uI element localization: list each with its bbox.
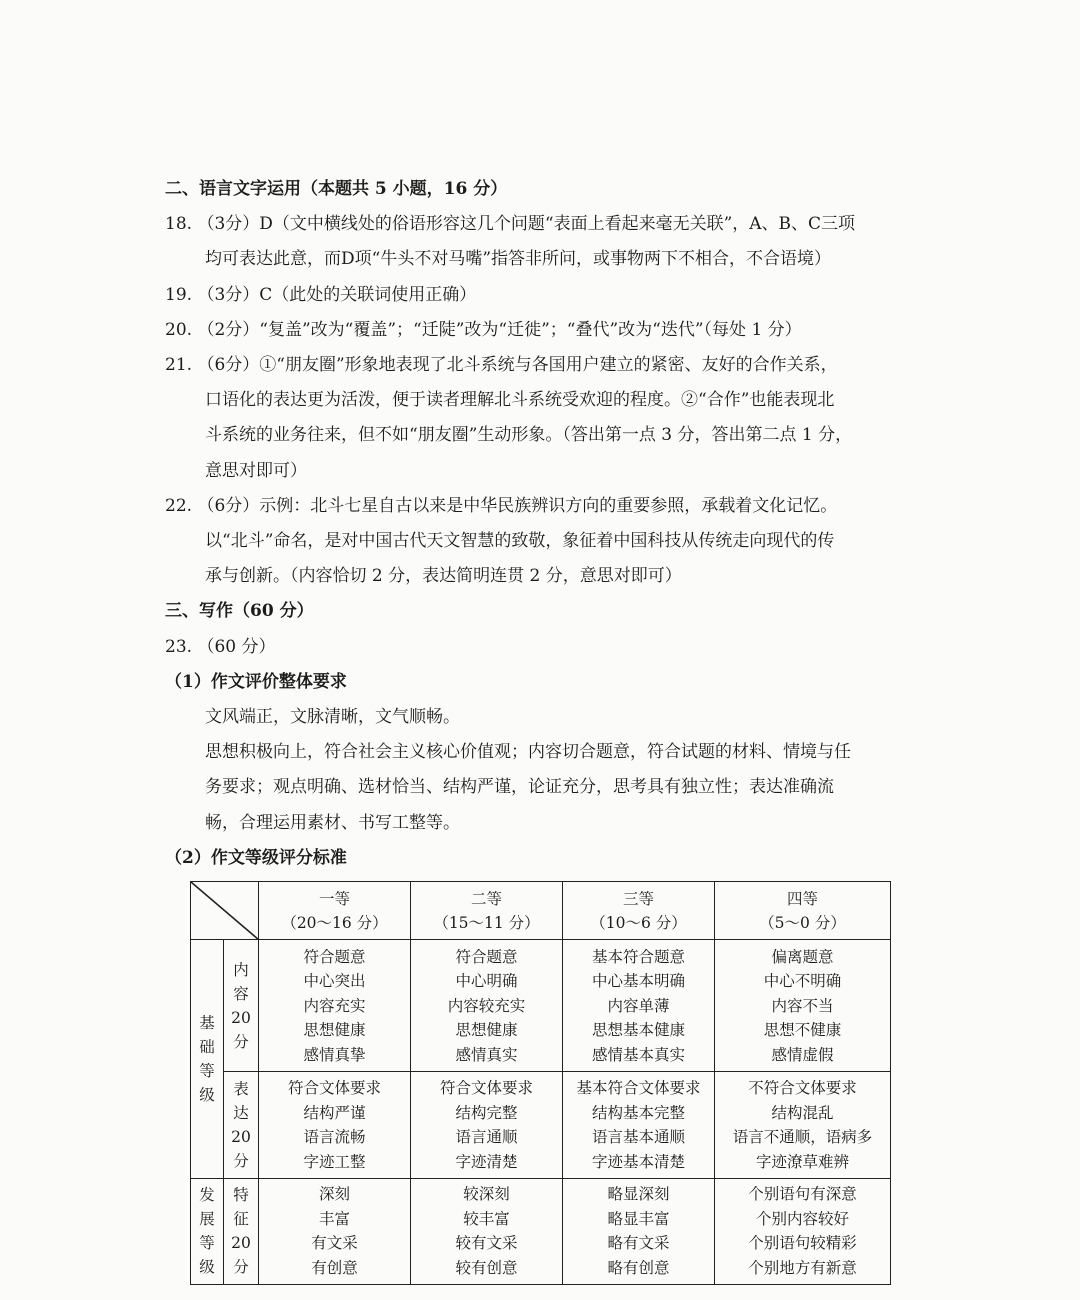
q22-line-2: 以“北斗”命名，是对中国古代天文智慧的致敬，象征着中国科技从传统走向现代的传	[205, 531, 835, 552]
grade-name: 一等	[318, 889, 350, 908]
answer-text	[165, 172, 925, 876]
expression-row	[191, 1072, 891, 1178]
content-grade-1: 符合题意 中心突出 内容充实 思想健康 感情真挚	[259, 940, 411, 1072]
grade-range: （15～11 分）	[433, 913, 540, 932]
expression-grade-2: 符合文体要求 结构完整 语言通顺 字迹清楚	[411, 1072, 563, 1178]
development-row	[191, 1178, 891, 1284]
diagonal-line	[191, 882, 258, 939]
basic-level-label: 基 础 等 级	[191, 940, 224, 1179]
feature-grade-2: 较深刻 较丰富 较有文采 较有创意	[411, 1178, 563, 1284]
q22-line-1: 22. （6分）示例：北斗七星自古以来是中华民族辨识方向的重要参照，承载着文化记忆。	[165, 495, 838, 516]
part-1-line-1: 文风端正，文脉清晰，文气顺畅。	[205, 707, 460, 728]
grade-3-header	[563, 882, 715, 940]
content-grade-4: 偏离题意 中心不明确 内容不当 思想不健康 感情虚假	[715, 940, 891, 1072]
grade-name: 三等	[622, 889, 654, 908]
section-3-heading: 三、写作（60 分）	[165, 601, 314, 622]
development-level-label: 发 展 等 级	[191, 1178, 224, 1284]
content-grade-3: 基本符合题意 中心基本明确 内容单薄 思想基本健康 感情基本真实	[563, 940, 715, 1072]
q21-line-2: 口语化的表达更为活泼，便于读者理解北斗系统受欢迎的程度。②“合作”也能表现北	[205, 390, 835, 411]
q22-line-3: 承与创新。（内容恰切 2 分，表达简明连贯 2 分，意思对即可）	[205, 566, 682, 587]
part-1-line-3: 务要求；观点明确、选材恰当、结构严谨，论证充分，思考具有独立性；表达准确流	[205, 777, 834, 798]
q21-line-1: 21. （6分）①“朋友圈”形象地表现了北斗系统与各国用户建立的紧密、友好的合作关系，	[165, 355, 838, 376]
q23-line: 23. （60 分）	[165, 636, 276, 657]
q18-line-2: 均可表达此意，而D项“牛头不对马嘴”指答非所问，或事物两下不相合，不合语境）	[205, 249, 832, 270]
expression-grade-3: 基本符合文体要求 结构基本完整 语言基本通顺 字迹基本清楚	[563, 1072, 715, 1178]
grade-range: （10～6 分）	[590, 913, 687, 932]
part-1-line-2: 思想积极向上，符合社会主义核心价值观；内容切合题意，符合试题的材料、情境与任	[205, 742, 851, 763]
grade-4-header	[715, 882, 891, 940]
grade-2-header	[411, 882, 563, 940]
expression-grade-4: 不符合文体要求 结构混乱 语言不通顺，语病多 字迹潦草难辨	[715, 1072, 891, 1178]
q18-line-1: 18. （3分）D（文中横线处的俗语形容这几个问题“表面上看起来毫无关联”，A、B、C三项	[165, 214, 856, 235]
part-1-heading: （1）作文评价整体要求	[165, 671, 347, 692]
q21-line-4: 意思对即可）	[205, 460, 307, 481]
diagonal-corner-cell	[191, 882, 259, 940]
grade-1-header	[259, 882, 411, 940]
content-grade-2: 符合题意 中心明确 内容较充实 思想健康 感情真实	[411, 940, 563, 1072]
feature-grade-4: 个别语句有深意 个别内容较好 个别语句较精彩 个别地方有新意	[715, 1178, 891, 1284]
part-1-line-4: 畅，合理运用素材、书写工整等。	[205, 812, 460, 833]
grade-name: 二等	[470, 889, 502, 908]
grade-name: 四等	[786, 889, 818, 908]
grading-table	[190, 881, 891, 1285]
expression-label: 表 达 20 分	[224, 1072, 259, 1178]
part-2-heading: （2）作文等级评分标准	[165, 847, 347, 868]
grade-header-row	[191, 882, 891, 940]
q21-line-3: 斗系统的业务往来，但不如“朋友圈”生动形象。（答出第一点 3 分，答出第二点 1 分，	[205, 425, 853, 446]
content-row	[191, 940, 891, 1072]
feature-grade-1: 深刻 丰富 有文采 有创意	[259, 1178, 411, 1284]
content-label: 内 容 20 分	[224, 940, 259, 1072]
q19-line-1: 19. （3分）C（此处的关联词使用正确）	[165, 284, 477, 305]
grade-range: （20～16 分）	[281, 913, 388, 932]
expression-grade-1: 符合文体要求 结构严谨 语言流畅 字迹工整	[259, 1072, 411, 1178]
q20-line-1: 20. （2分）“复盖”改为“覆盖”；“迁陡”改为“迁徙”；“叠代”改为“迭代”（每处 1 分）	[165, 319, 802, 340]
feature-grade-3: 略显深刻 略显丰富 略有文采 略有创意	[563, 1178, 715, 1284]
grade-range: （5～0 分）	[759, 913, 846, 932]
section-2-heading: 二、语言文字运用（本题共 5 小题，16 分）	[165, 179, 508, 199]
feature-label: 特 征 20 分	[224, 1178, 259, 1284]
